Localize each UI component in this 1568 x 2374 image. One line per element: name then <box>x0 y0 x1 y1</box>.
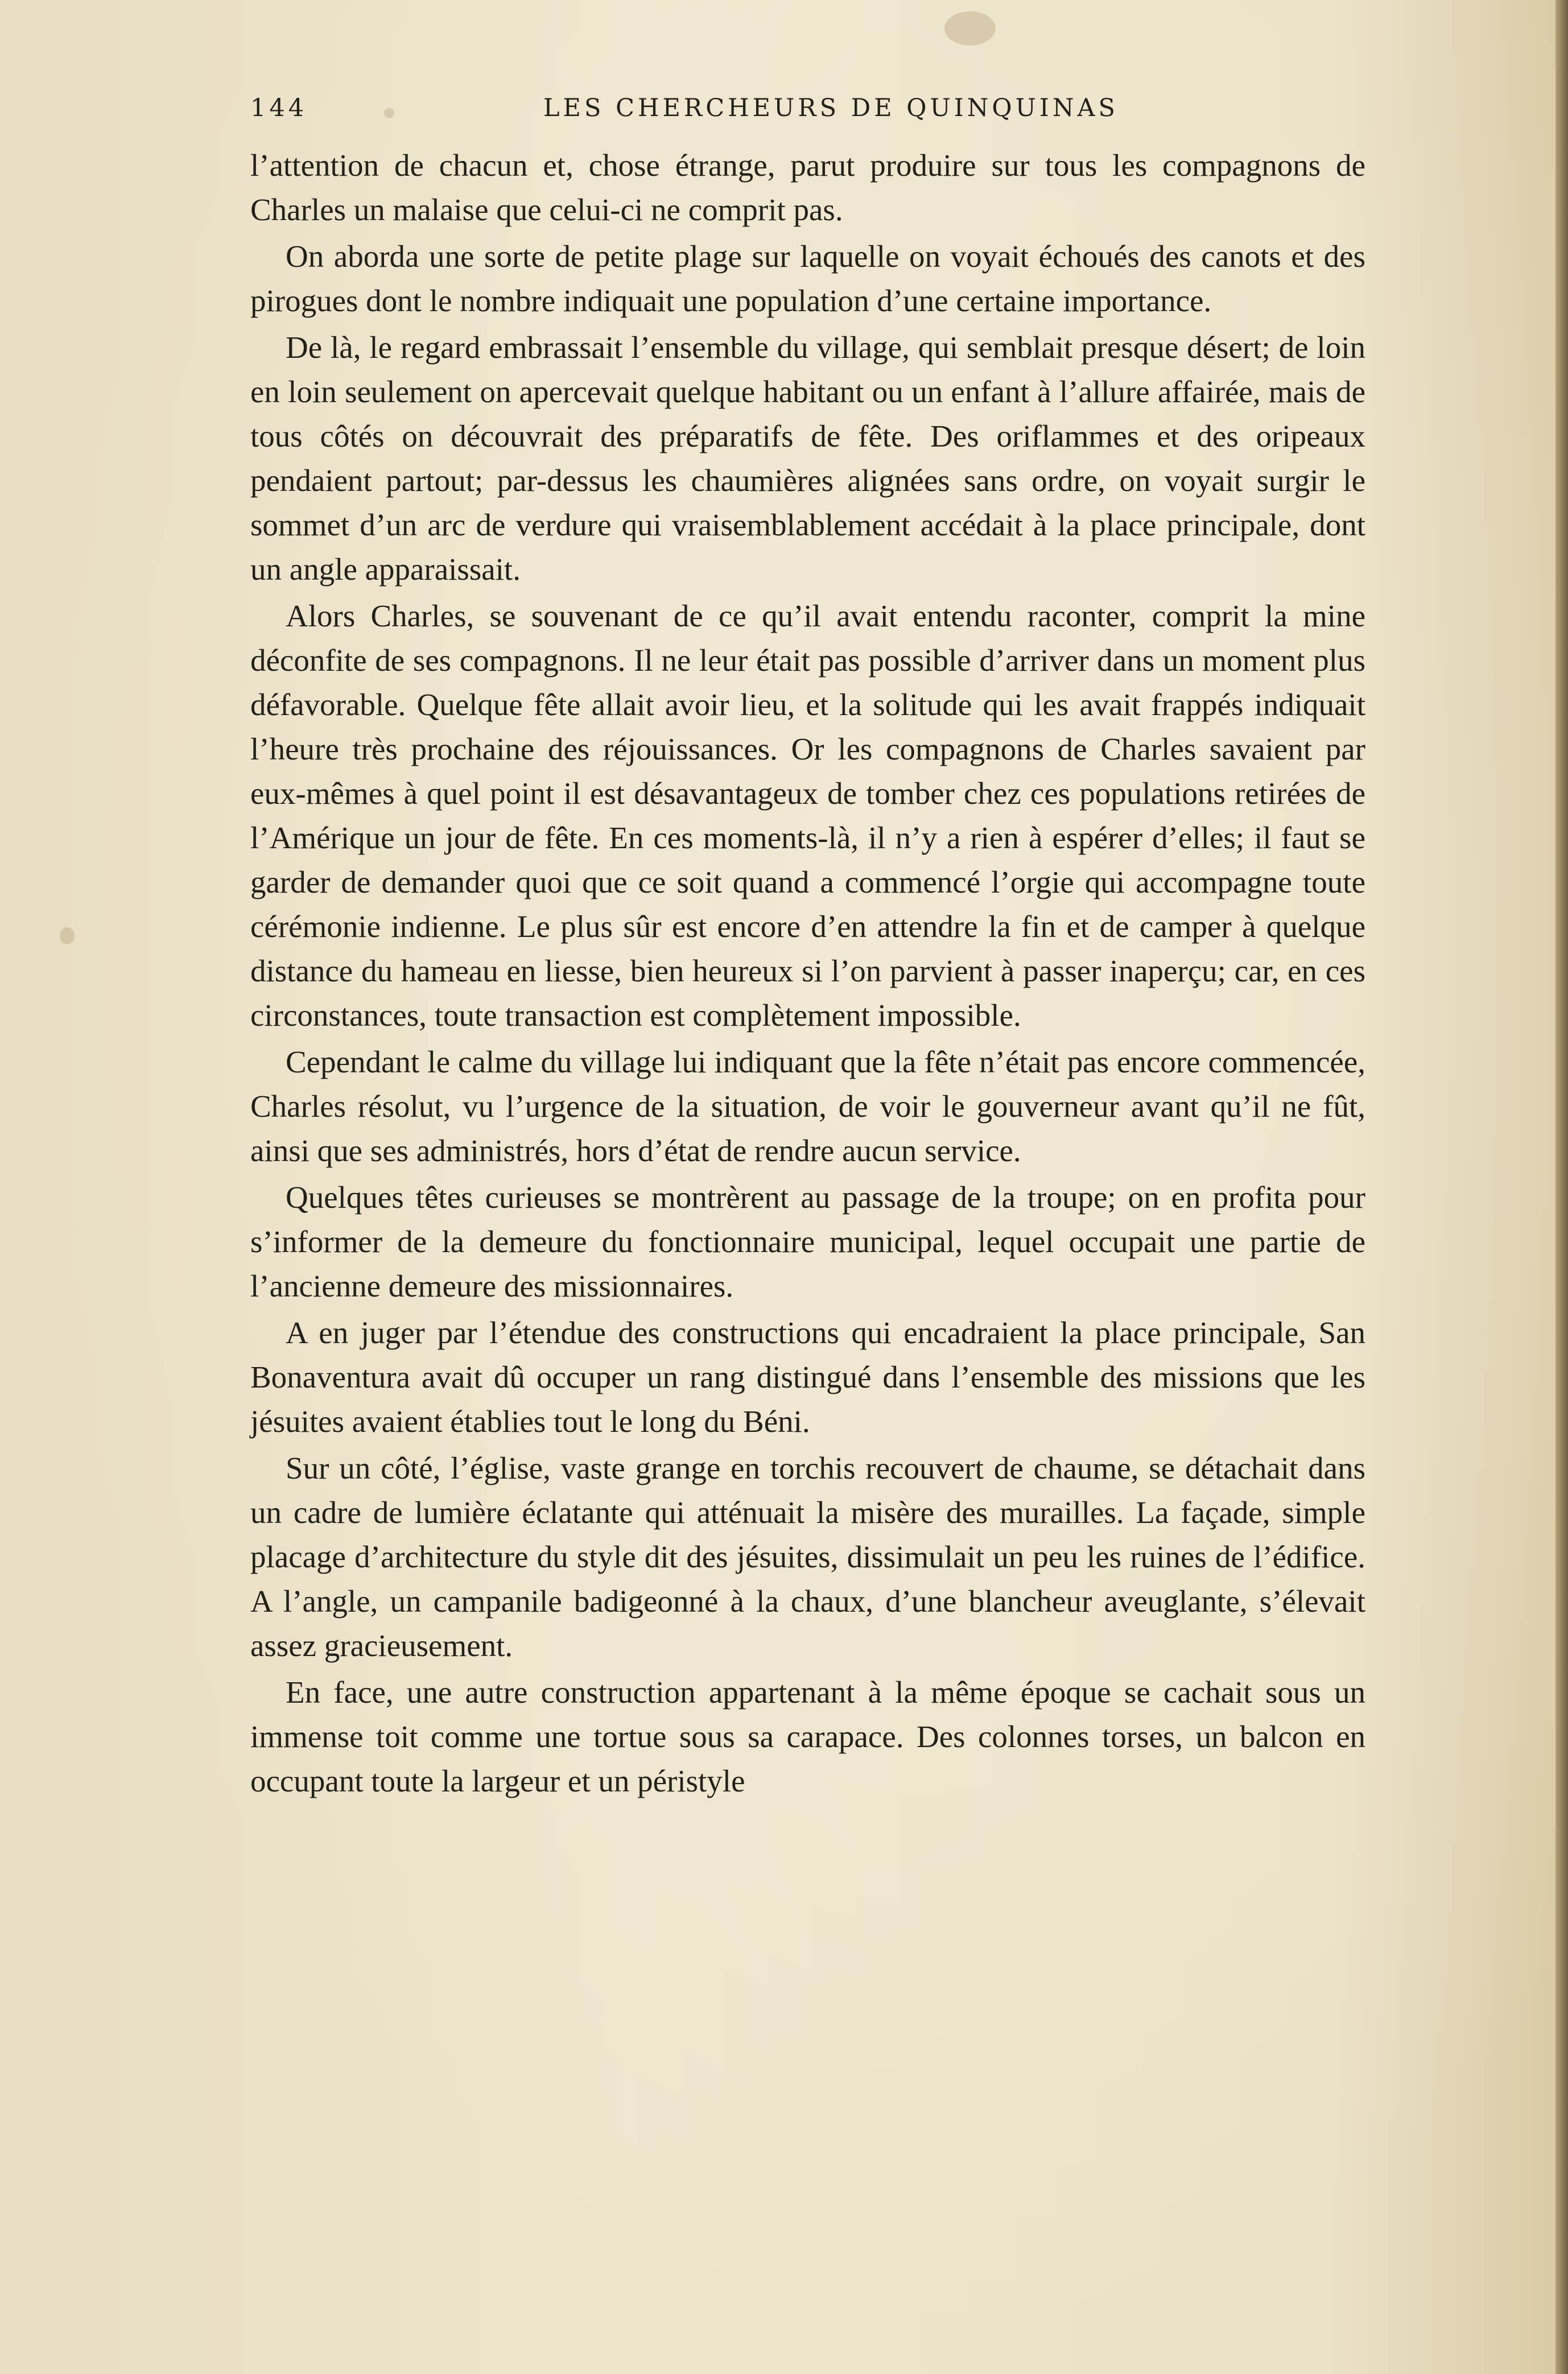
paper-stain <box>944 11 996 46</box>
paragraph: On aborda une sorte de petite plage sur laquelle on voyait échoués des canots et des pirogues dont le nombre indiquait une population d’une certaine importance. <box>250 239 1365 318</box>
paragraph: En face, une autre construction appartenant à la même époque se cachait sous un immense toit comme une tortue sous sa carapace. Des colonnes torses, un balcon en occupant toute la largeur et un péristyle <box>250 1675 1365 1798</box>
running-head <box>250 85 1365 131</box>
paragraph: Quelques têtes curieuses se montrèrent au passage de la troupe; on en profita pour s’informer de la demeure du fonctionnaire municipal, lequel occupait une partie de l’ancienne demeure des missionnaires. <box>250 1180 1365 1303</box>
paragraph: De là, le regard embrassait l’ensemble du village, qui semblait presque désert; de loin en loin seulement on apercevait quelque habitant ou un enfant à l’allure affairée, mais de tous côtés on découvrait des préparatifs de fête. Des oriflammes et des oripeaux pendaient partout; par-dessus les chaumières alignées sans ordre, on voyait surgir le sommet d’un arc de verdure qui vraisemblablement accédait à la place principale, dont un angle apparaissait. <box>250 330 1365 587</box>
paragraph: Cependant le calme du village lui indiquant que la fête n’était pas encore commencée, Charles résolut, vu l’urgence de la situation, de voir le gouverneur avant qu’il ne fût, ainsi que ses administrés, hors d’état de rendre aucun service. <box>250 1044 1365 1168</box>
text-body <box>250 143 1365 1803</box>
paragraph: l’attention de chacun et, chose étrange, parut produire sur tous les compagnons de Charles un malaise que celui-ci ne comprit pas. <box>250 148 1365 227</box>
paragraph: Alors Charles, se souvenant de ce qu’il avait entendu raconter, comprit la mine déconfite de ses compagnons. Il ne leur était pas possible d’arriver dans un moment plus défavorable. Quelque fête allait avoir lieu, et la solitude qui les avait frappés indiquait l’heure très prochaine des réjouissances. Or les compagnons de Charles savaient par eux-mêmes à quel point il est désavantageux de tomber chez ces populations retirées de l’Amérique un jour de fête. En ces moments-là, il n’y a rien à espérer d’elles; il faut se garder de demander quoi que ce soit quand a commencé l’orgie qui accompagne toute cérémonie indienne. Le plus sûr est encore d’en attendre la fin et de camper à quelque distance du hameau en liesse, bien heureux si l’on parvient à passer inaperçu; car, en ces circonstances, toute transaction est complètement impossible. <box>250 598 1365 1033</box>
paragraph: A en juger par l’étendue des constructions qui encadraient la place principale, San Bonaventura avait dû occuper un rang distingué dans l’ensemble des missions que les jésuites avaient établies tout le long du Béni. <box>250 1315 1365 1439</box>
page-number: 144 <box>250 94 308 122</box>
paper-stain <box>60 927 75 944</box>
running-title: LES CHERCHEURS DE QUINQUINAS <box>543 94 1119 122</box>
page-edge-shadow <box>1555 0 1568 2374</box>
paragraph: Sur un côté, l’église, vaste grange en torchis recouvert de chaume, se détachait dans un cadre de lumière éclatante qui atténuait la misère des murailles. La façade, simple placage d’architecture du style dit des jésuites, dissimulait un peu les ruines de l’édifice. A l’angle, un campanile badigeonné à la chaux, d’une blancheur aveuglante, s’élevait assez gracieusement. <box>250 1451 1365 1663</box>
